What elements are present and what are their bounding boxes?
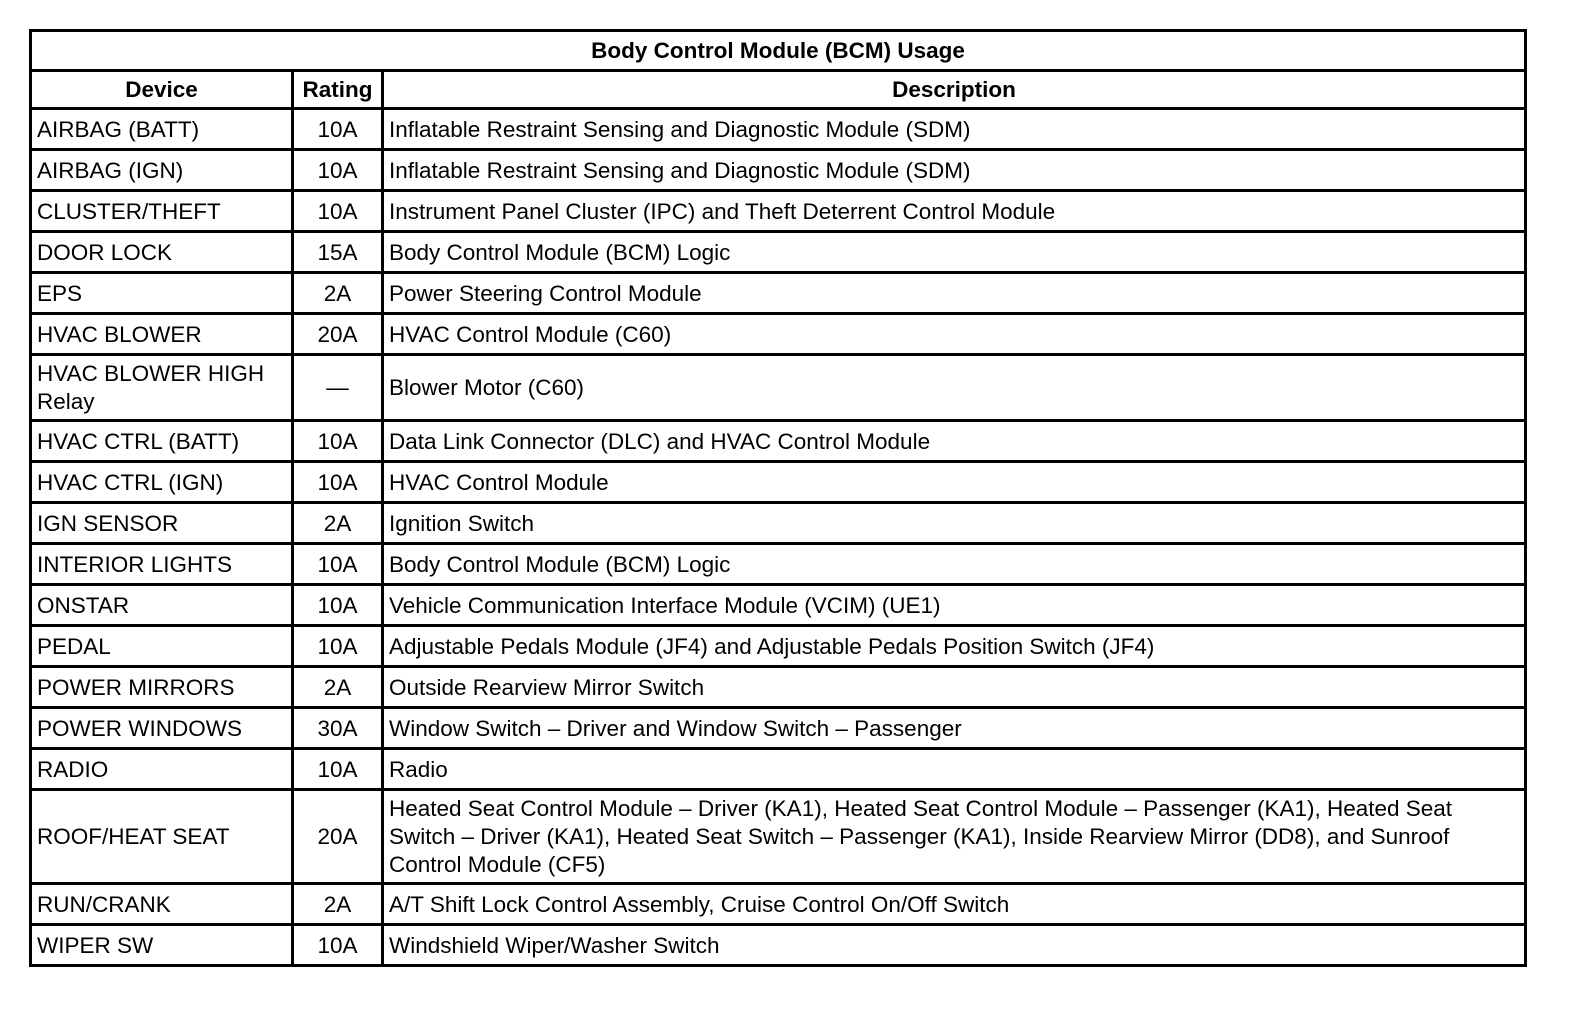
description-cell: Outside Rearview Mirror Switch [383, 667, 1526, 708]
table-row [31, 626, 1526, 667]
table-row [31, 232, 1526, 273]
description-cell: Heated Seat Control Module – Driver (KA1), Heated Seat Control Module – Passenger (KA1), Heated Seat Switch – Driver (KA1), Heated Seat Switch – Passenger (KA1), Inside Rearview Mirror (DD8), and Sunroof Control Module (CF5) [383, 790, 1526, 884]
table-row [31, 925, 1526, 966]
description-cell: A/T Shift Lock Control Assembly, Cruise Control On/Off Switch [383, 884, 1526, 925]
rating-cell: — [293, 355, 383, 421]
description-cell: Inflatable Restraint Sensing and Diagnostic Module (SDM) [383, 109, 1526, 150]
device-cell: INTERIOR LIGHTS [31, 544, 293, 585]
description-cell: Radio [383, 749, 1526, 790]
description-cell: Body Control Module (BCM) Logic [383, 232, 1526, 273]
table-row [31, 191, 1526, 232]
device-cell: AIRBAG (BATT) [31, 109, 293, 150]
device-column-header: Device [31, 71, 293, 109]
description-cell: Instrument Panel Cluster (IPC) and Theft Deterrent Control Module [383, 191, 1526, 232]
table-row [31, 462, 1526, 503]
device-cell: AIRBAG (IGN) [31, 150, 293, 191]
table-row [31, 503, 1526, 544]
rating-cell: 10A [293, 109, 383, 150]
device-cell: PEDAL [31, 626, 293, 667]
rating-cell: 30A [293, 708, 383, 749]
rating-cell: 15A [293, 232, 383, 273]
table-row [31, 585, 1526, 626]
rating-cell: 10A [293, 585, 383, 626]
table-row [31, 355, 1526, 421]
table-row [31, 544, 1526, 585]
device-cell: POWER MIRRORS [31, 667, 293, 708]
device-cell: EPS [31, 273, 293, 314]
device-cell: ROOF/HEAT SEAT [31, 790, 293, 884]
description-cell: HVAC Control Module (C60) [383, 314, 1526, 355]
device-cell: RUN/CRANK [31, 884, 293, 925]
description-column-header: Description [383, 71, 1526, 109]
rating-cell: 20A [293, 790, 383, 884]
description-cell: Power Steering Control Module [383, 273, 1526, 314]
table-row [31, 314, 1526, 355]
device-cell: DOOR LOCK [31, 232, 293, 273]
rating-column-header: Rating [293, 71, 383, 109]
title-row [31, 31, 1526, 71]
device-cell: IGN SENSOR [31, 503, 293, 544]
device-cell: CLUSTER/THEFT [31, 191, 293, 232]
description-cell: Ignition Switch [383, 503, 1526, 544]
rating-cell: 10A [293, 150, 383, 191]
device-cell: WIPER SW [31, 925, 293, 966]
description-cell: Window Switch – Driver and Window Switch – Passenger [383, 708, 1526, 749]
rating-cell: 2A [293, 273, 383, 314]
rating-cell: 10A [293, 925, 383, 966]
rating-cell: 10A [293, 749, 383, 790]
device-cell: RADIO [31, 749, 293, 790]
table-row [31, 749, 1526, 790]
device-cell: HVAC BLOWER [31, 314, 293, 355]
table-row [31, 273, 1526, 314]
table-row [31, 667, 1526, 708]
description-cell: Windshield Wiper/Washer Switch [383, 925, 1526, 966]
rating-cell: 20A [293, 314, 383, 355]
table-title: Body Control Module (BCM) Usage [31, 31, 1526, 71]
table-row [31, 790, 1526, 884]
description-cell: Adjustable Pedals Module (JF4) and Adjustable Pedals Position Switch (JF4) [383, 626, 1526, 667]
rating-cell: 2A [293, 884, 383, 925]
table-row [31, 421, 1526, 462]
rating-cell: 10A [293, 421, 383, 462]
header-row [31, 71, 1526, 109]
description-cell: Data Link Connector (DLC) and HVAC Control Module [383, 421, 1526, 462]
device-cell: HVAC BLOWER HIGH Relay [31, 355, 293, 421]
rating-cell: 10A [293, 191, 383, 232]
bcm-usage-table [29, 29, 1527, 967]
device-cell: HVAC CTRL (IGN) [31, 462, 293, 503]
rating-cell: 10A [293, 626, 383, 667]
table-row [31, 150, 1526, 191]
device-cell: HVAC CTRL (BATT) [31, 421, 293, 462]
table-row [31, 884, 1526, 925]
rating-cell: 10A [293, 544, 383, 585]
rating-cell: 10A [293, 462, 383, 503]
description-cell: Body Control Module (BCM) Logic [383, 544, 1526, 585]
rating-cell: 2A [293, 667, 383, 708]
description-cell: Blower Motor (C60) [383, 355, 1526, 421]
device-cell: POWER WINDOWS [31, 708, 293, 749]
description-cell: Inflatable Restraint Sensing and Diagnostic Module (SDM) [383, 150, 1526, 191]
table-row [31, 109, 1526, 150]
description-cell: HVAC Control Module [383, 462, 1526, 503]
rating-cell: 2A [293, 503, 383, 544]
device-cell: ONSTAR [31, 585, 293, 626]
description-cell: Vehicle Communication Interface Module (VCIM) (UE1) [383, 585, 1526, 626]
table-row [31, 708, 1526, 749]
